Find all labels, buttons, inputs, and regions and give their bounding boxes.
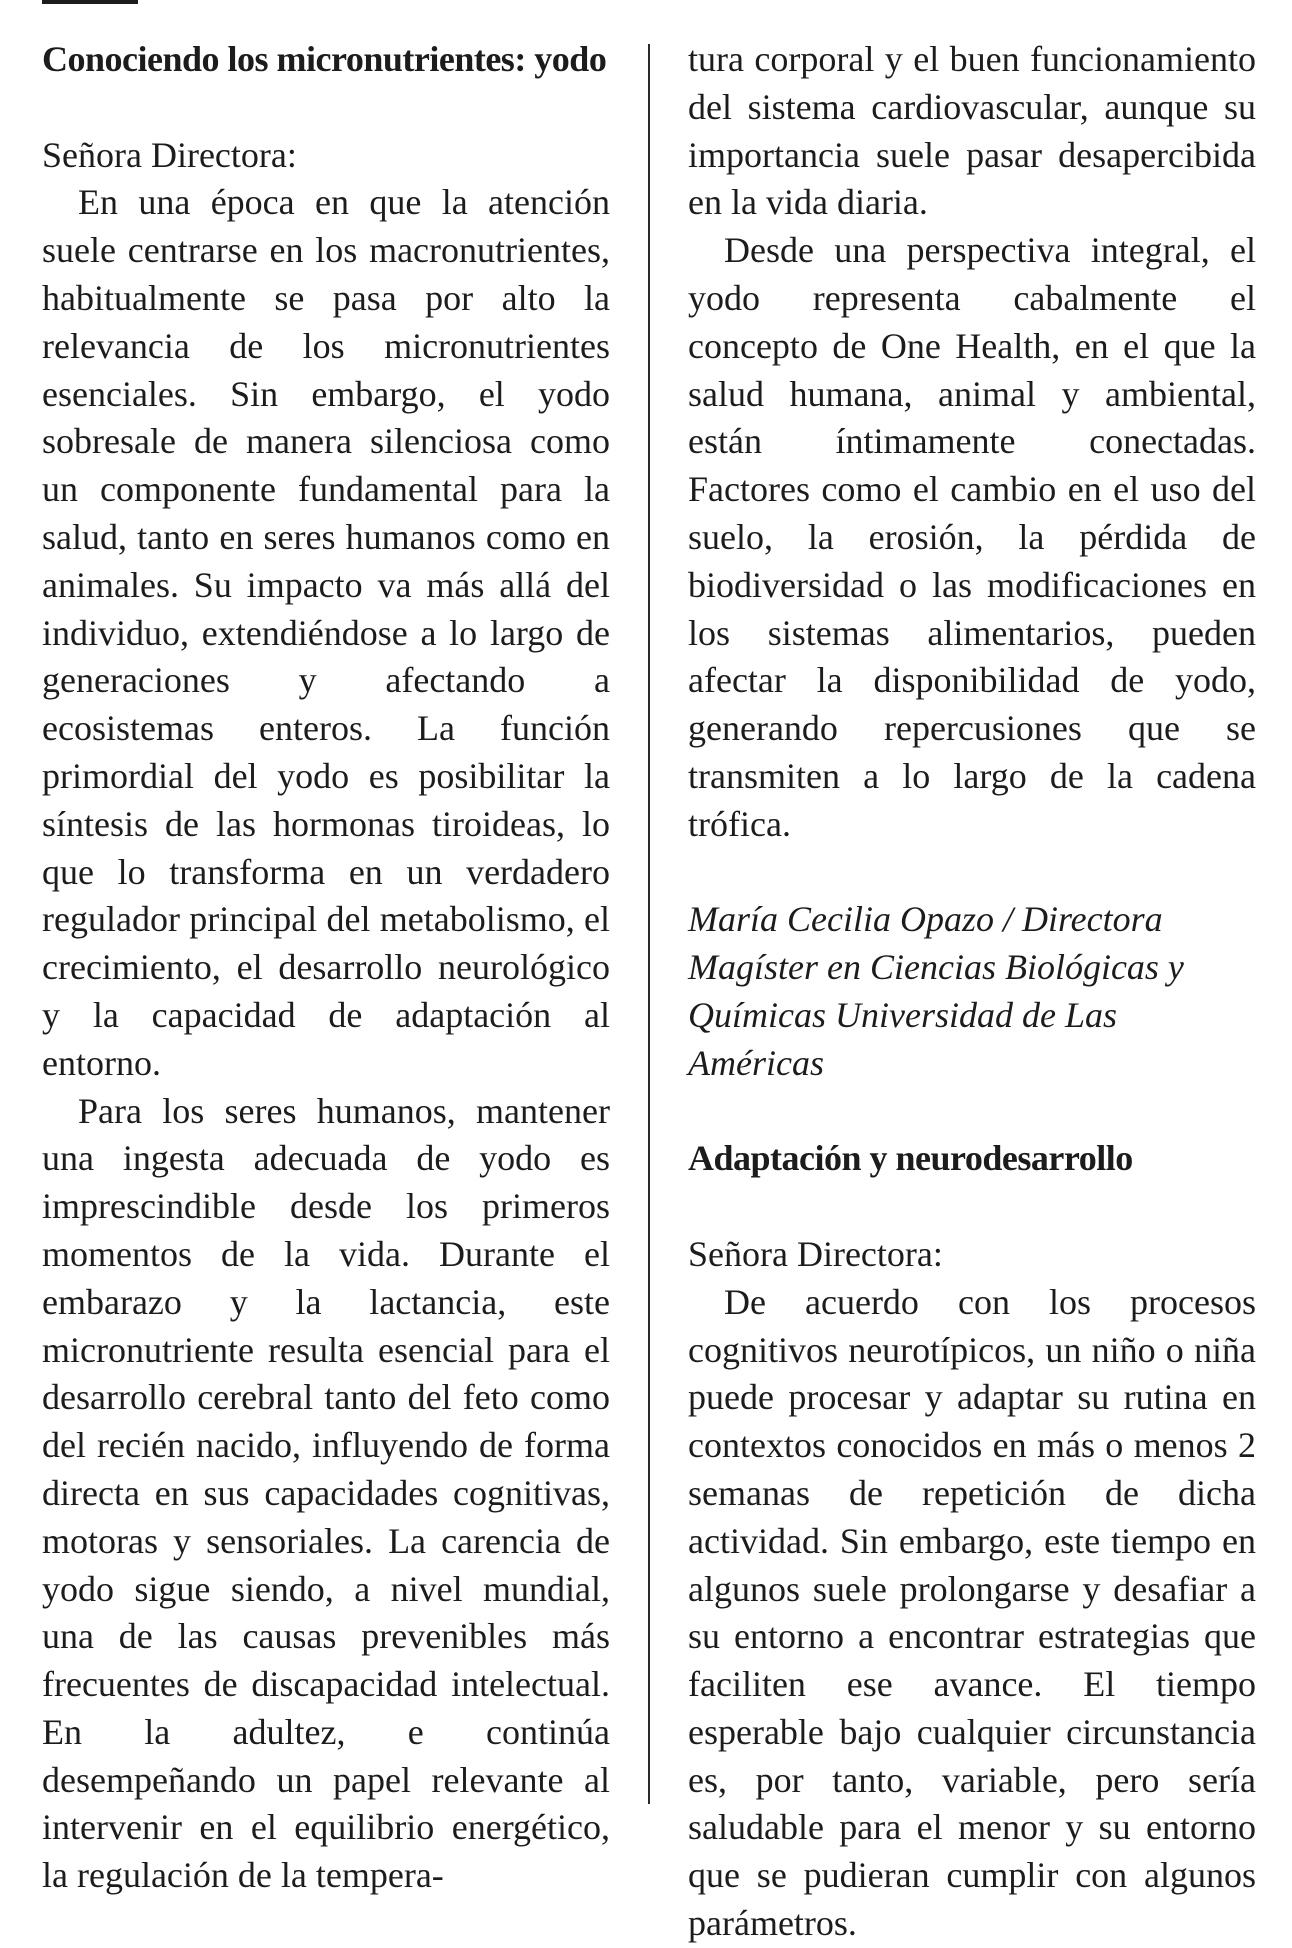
letter2-salutation: Señora Directora: (688, 1233, 943, 1274)
letter1-paragraph-2: Para los seres humanos, mantener una ingesta adecuada de yodo es imprescindible desde los primeros momentos de la vida. Durante el embarazo y la lactancia, este micronutriente resulta esencial para el desarrollo cerebral tanto del feto como del recién nacido, influyendo de forma directa en sus capacidades cognitivas, motoras y sensoriales. La carencia de yodo sigue siendo, a nivel mundial, una de las causas prevenibles más frecuentes de discapacidad intelectual. En la adultez, e continúa desempeñando un papel relevante al intervenir en el equilibrio energético, la regulación de la tempera- (42, 1090, 610, 1896)
letter1-signature: María Cecilia Opazo / Directora Magíster en Ciencias Biológicas y Químicas Universidad de Las Américas (688, 899, 1184, 1083)
letter1-paragraph-3: Desde una perspectiva integral, el yodo representa cabalmente el concepto de One Health, en el que la salud humana, animal y ambiental, están íntimamente conectadas. Factores como el cambio en el uso del suelo, la erosión, la pérdida de biodiversidad o las modificaciones en los sistemas alimentarios, pueden afectar la disponibilidad de yodo, generando repercusiones que se transmiten a lo largo de la cadena trófica. (688, 230, 1256, 844)
letter1-paragraph-2-continued: tura corporal y el buen funcionamiento del sistema cardiovascular, aunque su importancia suele pasar desapercibida en la vida diaria. (688, 39, 1256, 223)
letter1-paragraph-1: En una época en que la atención suele centrarse en los macronutrientes, habitualmente se pasa por alto la relevancia de los micronutrientes esenciales. Sin embargo, el yodo sobresale de manera silenciosa como un componente fundamental para la salud, tanto en seres humanos como en animales. Su impacto va más allá del individuo, extendiéndose a lo largo de generaciones y afectando a ecosistemas enteros. La función primordial del yodo es posibilitar la síntesis de las hormonas tiroideas, lo que lo transforma en un verdadero regulador principal del metabolismo, el crecimiento, el desarrollo neurológico y la capacidad de adaptación al entorno. (42, 182, 610, 1083)
column-right (688, 36, 1256, 1948)
column-divider (648, 44, 650, 1804)
letter2-paragraph-1: De acuerdo con los procesos cognitivos neurotípicos, un niño o niña puede procesar y adaptar su rutina en contextos conocidos en más o menos 2 semanas de repetición de dicha actividad. Sin embargo, este tiempo en algunos suele prolongarse y desafiar a su entorno a encontrar estrategias que faciliten ese avance. El tiempo esperable bajo cualquier circunstancia es, por tanto, variable, pero sería saludable para el menor y su entorno que se pudieran cumplir con algunos parámetros. (688, 1281, 1256, 1944)
letter2-title: Adaptación y neurodesarrollo (688, 1138, 1133, 1179)
letter1-title: Conociendo los micronutrientes: yodo (42, 39, 607, 79)
column-left (42, 36, 610, 1900)
letter1-salutation: Señora Directora: (42, 134, 297, 175)
top-rule (42, 0, 138, 4)
